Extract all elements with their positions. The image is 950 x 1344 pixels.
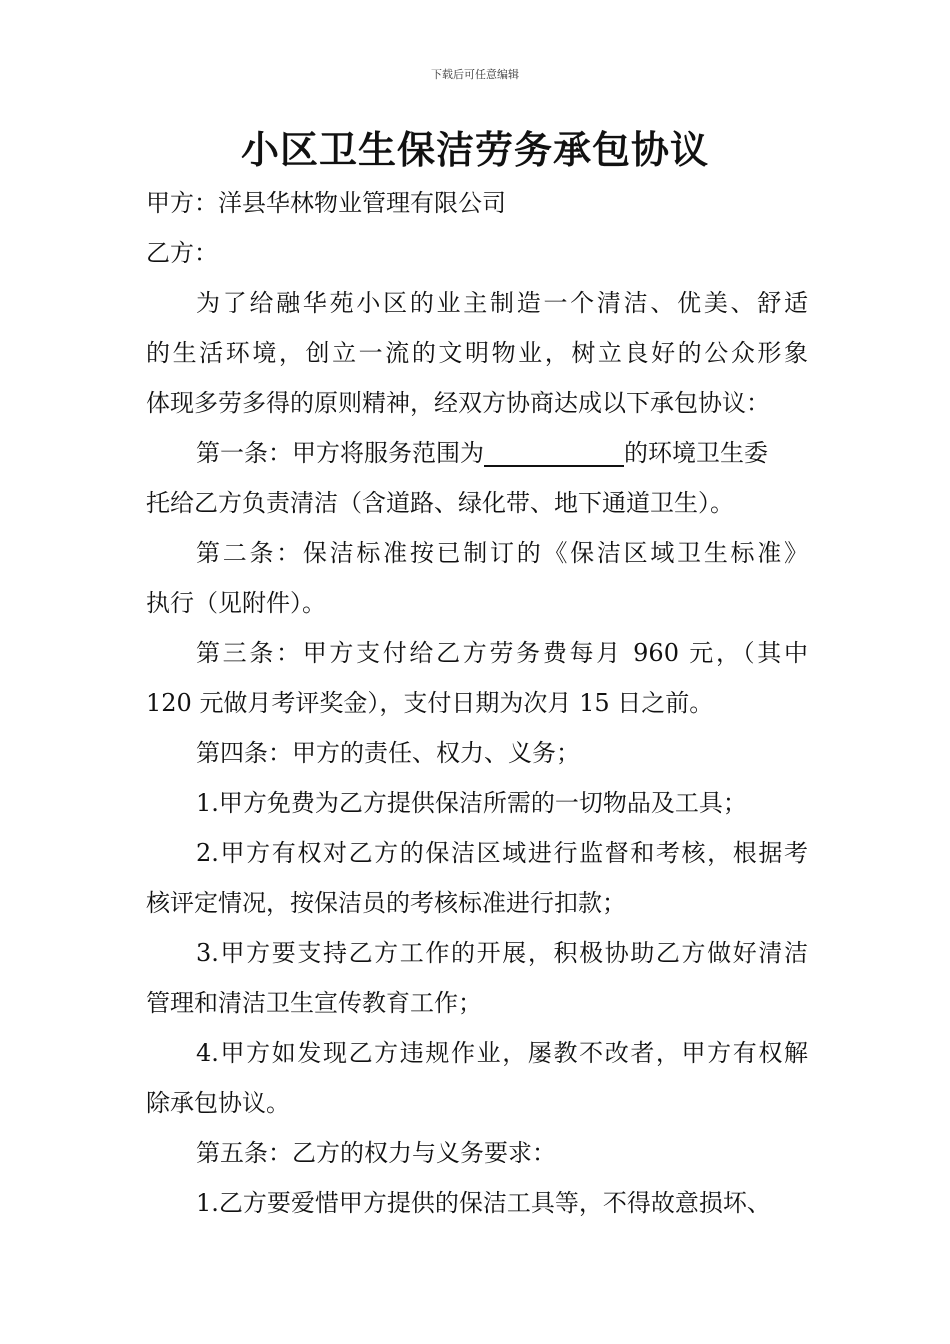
article3-line-2: 120 元做月考评奖金），支付日期为次月 15 日之前。 — [146, 689, 714, 717]
article4-item3-line-2: 管理和清洁卫生宣传教育工作； — [146, 989, 482, 1017]
article4-item2-line-1: 2.甲方有权对乙方的保洁区域进行监督和考核，根据考 — [196, 839, 808, 867]
article4-item1: 1.甲方免费为乙方提供保洁所需的一切物品及工具； — [196, 789, 747, 817]
article4-item4-line-2: 除承包协议。 — [146, 1089, 290, 1117]
document-title: 小区卫生保洁劳务承包协议 — [240, 127, 709, 172]
article5-heading: 第五条：乙方的权力与义务要求： — [196, 1139, 556, 1167]
header-note: 下载后可任意编辑 — [431, 68, 519, 81]
article1-line-2: 托给乙方负责清洁（含道路、绿化带、地下通道卫生）。 — [146, 489, 734, 517]
intro-line-1: 为了给融华苑小区的业主制造一个清洁、优美、舒适 — [196, 289, 808, 317]
article1-after-blank: 的环境卫生委 — [624, 439, 768, 467]
article2-line-2: 执行（见附件）。 — [146, 589, 326, 617]
article4-item3-line-1: 3.甲方要支持乙方工作的开展，积极协助乙方做好清洁 — [196, 939, 808, 967]
article4-item2-line-2: 核评定情况，按保洁员的考核标准进行扣款； — [146, 889, 626, 917]
article1-before-blank: 第一条：甲方将服务范围为 — [196, 439, 484, 467]
party-b-line: 乙方： — [146, 239, 218, 267]
party-a-line: 甲方：洋县华林物业管理有限公司 — [146, 189, 506, 217]
intro-line-3: 体现多劳多得的原则精神，经双方协商达成以下承包协议： — [146, 389, 770, 417]
article4-item4-line-1: 4.甲方如发现乙方违规作业，屡教不改者，甲方有权解 — [196, 1039, 808, 1067]
article4-heading: 第四条：甲方的责任、权力、义务； — [196, 739, 580, 767]
fill-in-blank — [484, 439, 624, 467]
article5-item1: 1.乙方要爱惜甲方提供的保洁工具等，不得故意损坏、 — [196, 1189, 771, 1217]
article2-line-1: 第二条：保洁标准按已制订的《保洁区域卫生标准》 — [196, 539, 808, 567]
article1-line-1 — [146, 428, 808, 478]
document-body — [146, 178, 808, 1228]
article3-line-1: 第三条：甲方支付给乙方劳务费每月 960 元，（其中 — [196, 639, 808, 667]
intro-line-2: 的生活环境，创立一流的文明物业，树立良好的公众形象 — [146, 339, 808, 367]
